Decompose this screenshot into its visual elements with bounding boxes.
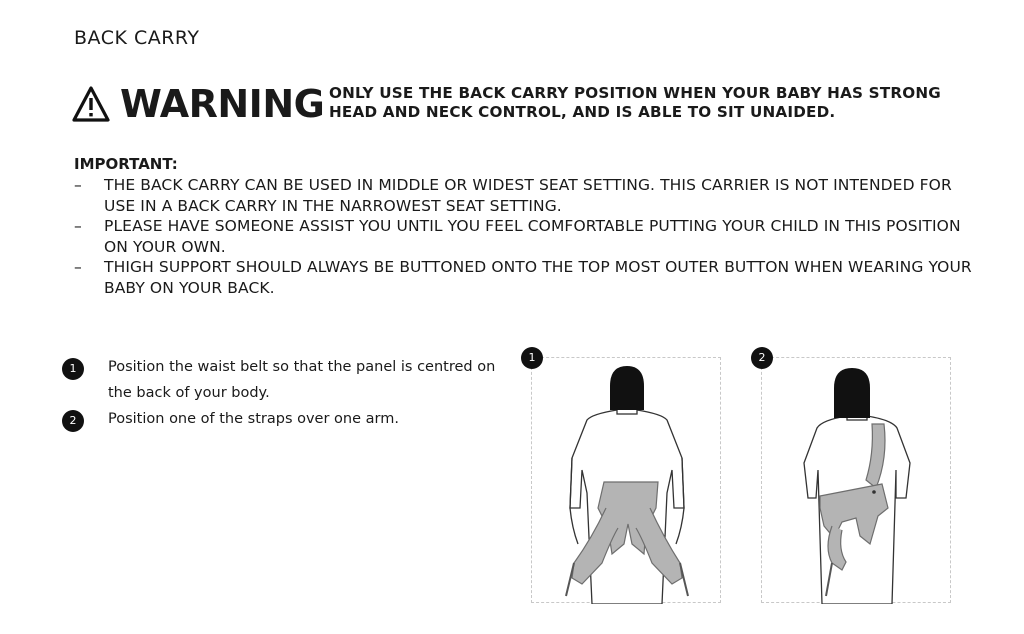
important-item <box>74 175 974 216</box>
step-number-badge: 1 <box>62 358 84 380</box>
warning-label: WARNING <box>120 82 325 126</box>
illustration-number-badge: 1 <box>521 347 543 369</box>
step-item <box>62 354 502 406</box>
warning-triangle-icon <box>72 86 110 122</box>
person-waist-belt-illustration <box>532 358 722 604</box>
person-strap-over-arm-illustration <box>762 358 952 604</box>
important-title: IMPORTANT: <box>74 155 178 173</box>
list-dash: – <box>74 258 82 276</box>
illustration-panel-2 <box>758 351 951 603</box>
illustration-panel-1 <box>528 351 721 603</box>
list-dash: – <box>74 217 82 235</box>
warning-heading <box>72 82 324 126</box>
important-item-text: THE BACK CARRY CAN BE USED IN MIDDLE OR WIDEST SEAT SETTING. THIS CARRIER IS NOT INTENDED FOR USE IN A BACK CARRY IN THE NARROWEST SEAT SETTING. <box>104 176 952 215</box>
step-item <box>62 406 502 432</box>
steps-list <box>62 354 502 432</box>
important-list <box>74 175 974 298</box>
warning-text: ONLY USE THE BACK CARRY POSITION WHEN YOUR BABY HAS STRONG HEAD AND NECK CONTROL, AND IS ABLE TO SIT UNAIDED. <box>329 84 941 121</box>
important-item-text: THIGH SUPPORT SHOULD ALWAYS BE BUTTONED ONTO THE TOP MOST OUTER BUTTON WHEN WEARING YOUR BABY ON YOUR BACK. <box>104 258 972 297</box>
page-title: BACK CARRY <box>74 27 200 49</box>
illustration-number-badge: 2 <box>751 347 773 369</box>
important-item <box>74 216 974 257</box>
important-item-text: PLEASE HAVE SOMEONE ASSIST YOU UNTIL YOU FEEL COMFORTABLE PUTTING YOUR CHILD IN THIS POSITION ON YOUR OWN. <box>104 217 961 256</box>
step-number-badge: 2 <box>62 410 84 432</box>
step-text: Position one of the straps over one arm. <box>108 411 399 427</box>
list-dash: – <box>74 176 82 194</box>
step-text: Position the waist belt so that the panel is centred on the back of your body. <box>108 359 496 401</box>
important-item <box>74 257 974 298</box>
